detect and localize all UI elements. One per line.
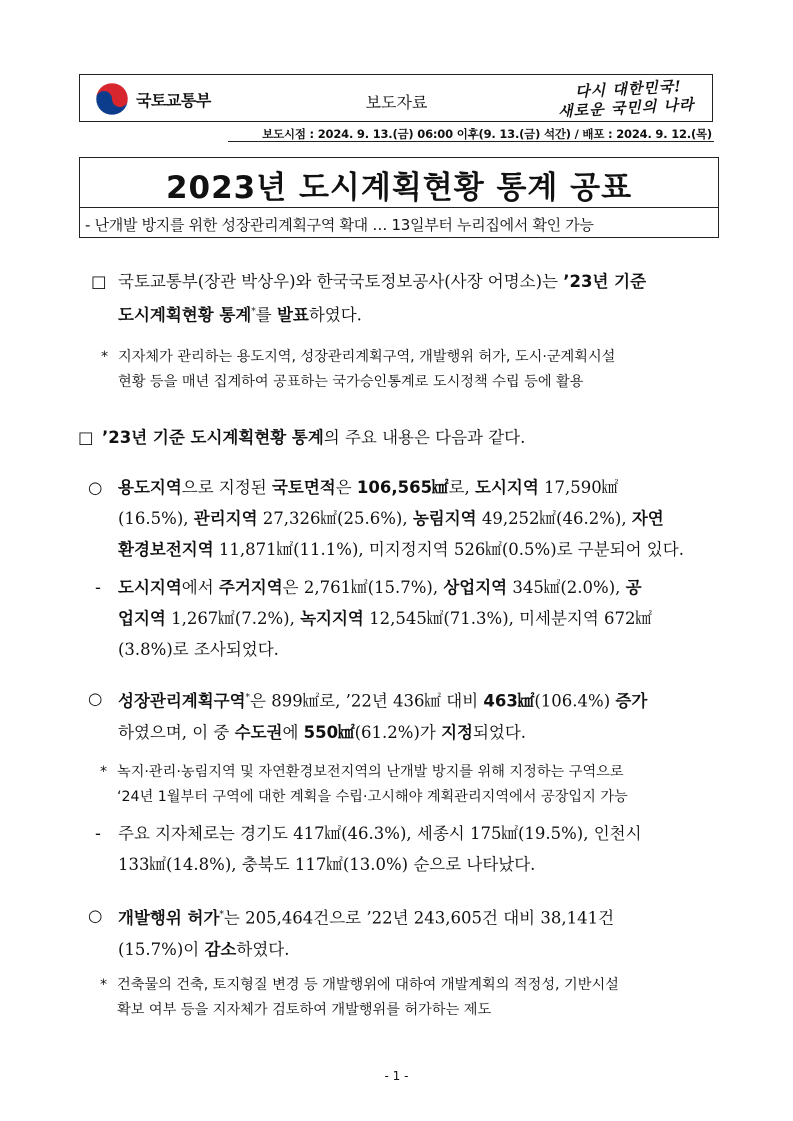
note-line: 확보 여부 등을 지자체가 검토하여 개발행위를 허가하는 제도 (117, 1002, 492, 1018)
note-mark: * (101, 349, 109, 365)
text: 에 (282, 722, 304, 742)
text-bold: 상업지역 (443, 578, 508, 597)
text: 133㎢(14.8%), 충북도 117㎢(13.0%) 순으로 나타났다. (118, 855, 536, 874)
note-line: 현황 등을 매년 집계하여 공표하는 국가승인통계로 도시정책 수립 등에 활용 (118, 374, 584, 390)
section-bullet: □ (91, 272, 107, 291)
text: 27,326㎢(25.6%), (257, 509, 413, 528)
text: 1,267㎢(7.2%), (165, 609, 301, 628)
item-bullet: ○ (88, 689, 103, 708)
document-title: 2023년 도시계획현황 통계 공표 (165, 170, 633, 206)
text-bold: 성장관리계획구역 (118, 691, 246, 711)
text: 되었다. (472, 722, 527, 742)
text: (16.5%), (118, 509, 194, 528)
text-bold: 녹지지역 (300, 609, 364, 628)
text: 345㎢(2.0%), (507, 578, 626, 597)
item-3-note (117, 973, 727, 1023)
item-bullet: ○ (88, 478, 103, 497)
text-bold: 업지역 (118, 609, 166, 628)
note-mark: * (100, 977, 108, 993)
text: (106.4%) (534, 691, 616, 711)
text-bold: 농림지역 (412, 509, 477, 528)
text-bold: 증가 (615, 691, 648, 711)
text-bold: 주거지역 (218, 578, 283, 597)
text: 를 (255, 305, 277, 325)
slogan-line-2: 새로운 국민의 나라 (557, 95, 695, 121)
text: 으로 지정된 (181, 478, 272, 497)
text-bold: 수도권 (234, 722, 283, 742)
text: 로, (448, 478, 475, 497)
text-bold: 용도지역 (118, 478, 182, 497)
footnote-mark: * (245, 693, 251, 703)
title-divider (80, 207, 718, 208)
item-dash: - (95, 824, 101, 843)
text-bold: 환경보전지역 (118, 540, 214, 559)
text-bold: 관리지역 (193, 509, 258, 528)
text-bold: ’23년 기준 (563, 272, 647, 291)
footnote-mark: * (251, 307, 256, 317)
text: 국토교통부(장관 박상우)와 한국국토정보공사(사장 어명소)는 (118, 272, 564, 291)
note-mark: * (100, 764, 108, 780)
release-info: 보도시점 : 2024. 9. 13.(금) 06:00 이후(9. 13.(금) 석간) / 배포 : 2024. 9. 12.(목) (262, 127, 712, 141)
text-bold: 발표 (276, 305, 309, 325)
text: 하였다. (308, 305, 362, 325)
text-bold: 도시지역 (118, 578, 182, 597)
text: 주요 지자체로는 경기도 417㎢(46.3%), 세종시 175㎢(19.5%), 인천시 (118, 824, 642, 843)
text-bold: 공 (625, 578, 642, 597)
slogan-line-1: 다시 대한민국! (574, 77, 683, 101)
text: 하였으며, 이 중 (118, 722, 235, 742)
text-bold: 자연 (631, 509, 664, 528)
footnote-mark: * (219, 910, 224, 920)
text: 49,252㎢(46.2%), (476, 509, 632, 528)
page-number: - 1 - (384, 1069, 409, 1083)
text: 17,590㎢ (538, 478, 619, 497)
text-bold: 도시지역 (475, 478, 539, 497)
text-bold: 개발행위 허가 (118, 908, 220, 928)
text-bold: 463㎢ (483, 691, 535, 711)
text: 은 2,761㎢(15.7%), (282, 578, 444, 597)
text-bold: 국토면적 (271, 478, 336, 497)
text-bold: 550㎢ (303, 722, 355, 742)
text-bold: 지정 (441, 722, 473, 742)
document-type: 보도자료 (365, 93, 428, 112)
item-1-sub-paragraph (118, 572, 723, 665)
note-line: 녹지·관리·농림지역 및 자연환경보전지역의 난개발 방지를 위해 지정하는 구역으로 (117, 764, 624, 780)
text: 는 205,464건으로 ’22년 243,605건 대비 38,141건 (223, 908, 615, 928)
text: 에서 (181, 578, 219, 597)
text-bold: 감소 (204, 939, 237, 959)
item-3-paragraph (118, 900, 723, 965)
text: 하였다. (236, 939, 290, 959)
text-bold: 106,565㎢ (356, 478, 449, 497)
document-subtitle: - 난개발 방지를 위한 성장관리계획구역 확대 … 13일부터 누리집에서 확인 가능 (85, 216, 594, 234)
section-2-heading (102, 422, 722, 453)
item-2-paragraph (118, 683, 723, 748)
text: (3.8%)로 조사되었다. (118, 640, 279, 659)
item-1-paragraph (118, 472, 723, 565)
note-line: 지자체가 관리하는 용도지역, 성장관리계획구역, 개발행위 허가, 도시·군계획시설 (118, 349, 616, 365)
text: (15.7%)이 (118, 939, 205, 959)
text-bold: ’23년 기준 도시계획현황 통계 (102, 428, 324, 447)
text-bold: 도시계획현황 통계 (118, 305, 252, 325)
item-bullet: ○ (88, 906, 103, 925)
text: 의 주요 내용은 다음과 같다. (323, 428, 526, 447)
section-bullet: □ (78, 428, 94, 447)
item-2-sub-paragraph (118, 818, 723, 880)
item-2-note (117, 760, 727, 810)
note-line: ‘24년 1월부터 구역에 대한 계획을 수립·고시해야 계획관리지역에서 공장입지 가능 (117, 789, 628, 805)
section-1-note (118, 345, 718, 395)
text: 은 (335, 478, 357, 497)
section-1-paragraph (118, 266, 718, 331)
text: 11,871㎢(11.1%), 미지정지역 526㎢(0.5%)로 구분되어 있다. (213, 540, 684, 559)
item-dash: - (95, 578, 101, 597)
ministry-name: 국토교통부 (136, 91, 211, 110)
text: (61.2%)가 (354, 722, 442, 742)
text: 은 899㎢로, ’22년 436㎢ 대비 (250, 691, 484, 711)
text: 12,545㎢(71.3%), 미세분지역 672㎢ (363, 609, 653, 628)
release-underline (228, 141, 714, 142)
note-line: 건축물의 건축, 토지형질 변경 등 개발행위에 대하여 개발계획의 적정성, 기반시설 (117, 977, 619, 993)
